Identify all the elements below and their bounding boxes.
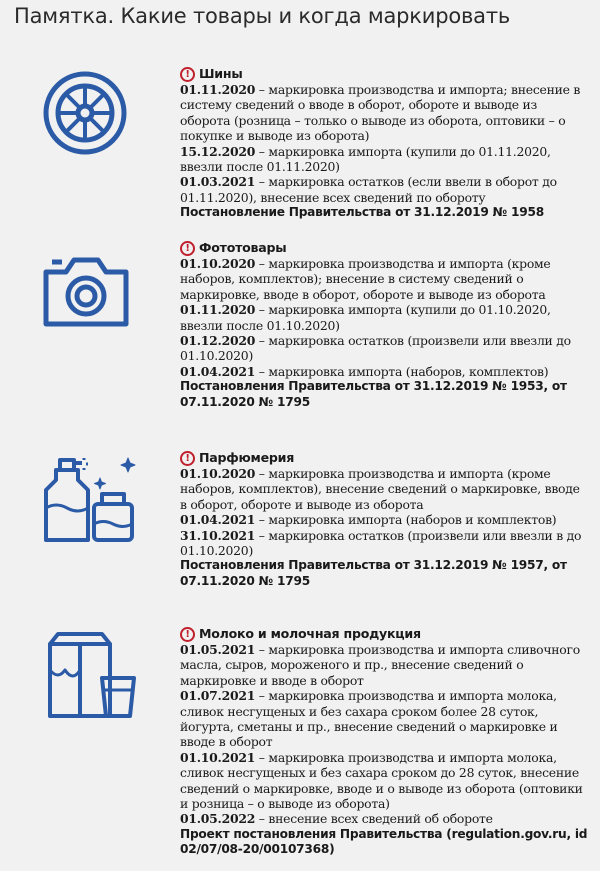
list-item: [180, 256, 590, 302]
list-item: [180, 528, 590, 559]
entry-text: – маркировка импорта (купили до 01.10.2020, ввезли после 01.10.2020): [180, 302, 551, 333]
section-text: [180, 626, 590, 858]
section-text: [180, 66, 590, 221]
entry-text: – внесение всех сведений об обороте: [255, 811, 493, 827]
decree-text: Постановления Правительства от 31.12.2019 № 1953, от 07.11.2020 № 1795: [180, 379, 567, 409]
warning-icon: !: [180, 241, 195, 256]
section-heading: [180, 66, 590, 82]
list-item: [180, 642, 590, 688]
camera-icon: [40, 252, 132, 330]
entry-text: – маркировка импорта (наборов, комплектов): [255, 363, 549, 379]
entry-date: 01.11.2020: [180, 302, 256, 318]
warning-icon: !: [180, 451, 195, 466]
list-item: [180, 144, 590, 175]
entry-text: – маркировка производства и импорта молока, сливок несгущеных и без сахара сроком более 28 суток, йогурта, сметаны и пр., внесение сведений о маркировке и вводе в оборот: [180, 688, 558, 750]
list-item: [180, 688, 590, 750]
entry-text: – маркировка остатков (если ввели в оборот до 01.11.2020), внесение всех сведений по обороту: [180, 174, 557, 205]
entry-date: 01.10.2020: [180, 256, 256, 271]
list-item: [180, 364, 590, 379]
list-item: [180, 302, 590, 333]
list-item: [180, 811, 590, 826]
entry-date: 01.12.2020: [180, 333, 256, 349]
list-item: [180, 174, 590, 205]
entry-date: 31.10.2021: [180, 527, 256, 543]
entry-text: – маркировка производства и импорта молока, сливок несгущеных и без сахара сроком до 28 суток, внесение сведений о маркировке, вводе и о выводе из оборота (оптовики и розница – о выводе из оборота): [180, 749, 583, 812]
decree-text: Постановления Правительства от 31.12.2019 № 1957, от 07.11.2020 № 1795: [180, 558, 567, 588]
warning-icon: !: [180, 627, 195, 642]
decree-text: Постановление Правительства от 31.12.2019 № 1958: [180, 205, 544, 220]
entry-text: – маркировка производства и импорта; внесение в систему сведений о вводе в оборот, обороте и выводе из оборота (розница – только о выводе из оборота, оптовики – о покупке и выводе из оборота): [180, 82, 581, 144]
section-text: [180, 450, 590, 589]
entry-date: 15.12.2020: [180, 143, 256, 159]
page-title: Памятка. Какие товары и когда маркировать: [14, 4, 511, 28]
tire-icon: [40, 68, 130, 158]
entry-date: 01.04.2021: [180, 363, 256, 379]
entry-text: – маркировка импорта (наборов и комплектов): [255, 512, 557, 528]
section-text: [180, 240, 590, 410]
entry-date: 01.10.2021: [180, 749, 256, 765]
entry-text: – маркировка остатков (произвели или ввезли в до 01.10.2020): [180, 527, 582, 559]
entry-date: 01.10.2020: [180, 466, 256, 481]
list-item: [180, 750, 590, 812]
entry-text: – маркировка производства и импорта сливочного масла, сыров, мороженого и пр., внесение сведений о маркировке и вводе в оборот: [180, 642, 580, 688]
entry-date: 01.11.2020: [180, 82, 256, 97]
entry-date: 01.05.2021: [180, 642, 256, 657]
warning-icon: !: [180, 67, 195, 82]
entry-text: – маркировка производства и импорта (кроме наборов, комплектов), внесение сведений о маркировке, вводе в оборот, обороте и выводе из оборота: [180, 466, 580, 512]
heading-label: Парфюмерия: [199, 450, 295, 466]
entry-text: – маркировка производства и импорта (кроме наборов, комплектов); внесение в систему сведений о маркировке, вводе в оборот, обороте и выводе из оборота: [180, 256, 551, 302]
list-item: [180, 82, 590, 144]
heading-label: Фототовары: [199, 240, 287, 256]
section-heading: [180, 240, 590, 256]
entry-text: – маркировка остатков (произвели или ввезли до 01.10.2020): [180, 333, 571, 364]
heading-label: Шины: [199, 66, 243, 82]
section-heading: [180, 626, 590, 642]
entry-date: 01.07.2021: [180, 688, 256, 704]
entry-date: 01.04.2021: [180, 512, 256, 528]
list-item: [180, 512, 590, 527]
decree-text: Проект постановления Правительства (regulation.gov.ru, id 02/07/08-20/00107368): [180, 826, 588, 857]
list-item: [180, 466, 590, 512]
heading-label: Молоко и молочная продукция: [199, 626, 421, 642]
entry-date: 01.03.2021: [180, 174, 256, 190]
entry-text: – маркировка импорта (купили до 01.11.2020, ввезли после 01.11.2020): [180, 143, 551, 175]
list-item: [180, 333, 590, 364]
perfume-icon: [40, 454, 140, 546]
section-heading: [180, 450, 590, 466]
entry-date: 01.05.2022: [180, 811, 256, 827]
milk-icon: [40, 630, 140, 722]
